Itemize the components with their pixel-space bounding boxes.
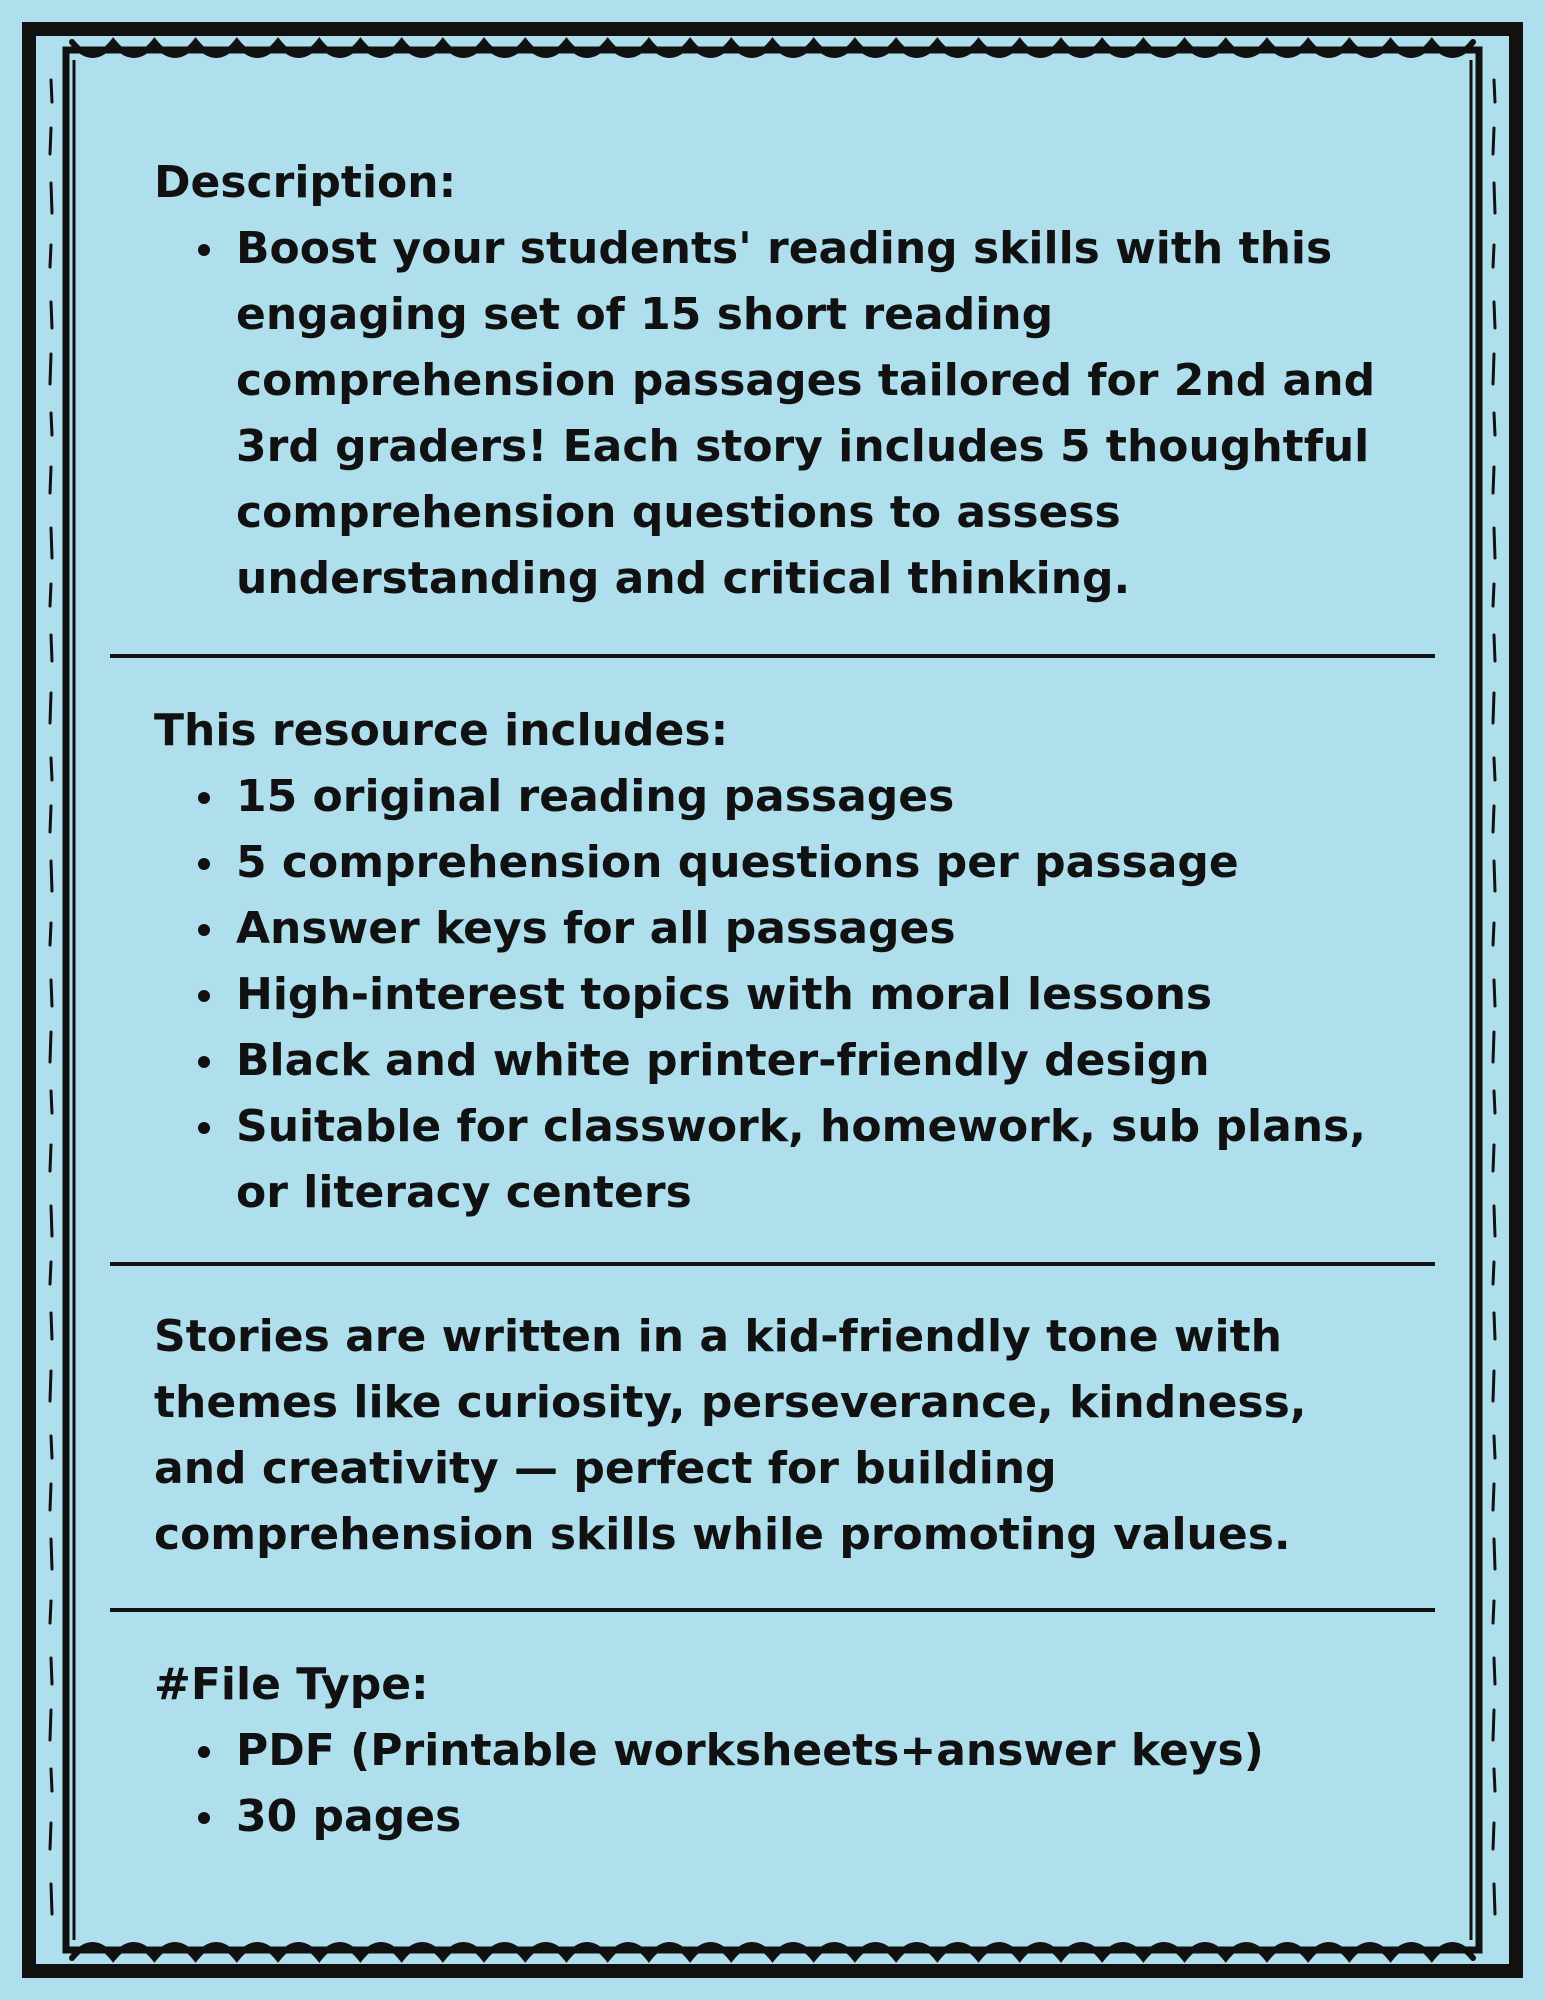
dash-strip-right <box>1493 80 1495 1914</box>
frame-dash <box>1494 861 1495 891</box>
frame-dash <box>1493 693 1494 723</box>
file-type-list <box>154 1718 1395 1850</box>
file-type-item: 30 pages <box>154 1784 1395 1850</box>
frame-dash <box>1493 1601 1494 1623</box>
description-item: Boost your students' reading skills with this engaging set of 15 short reading comprehension passages tailored for 2nd and 3rd graders! Each story includes 5 thoughtful comprehension questions to assess understanding and critical thinking. <box>154 216 1395 612</box>
frame-dash <box>50 1484 51 1510</box>
frame-dash <box>1493 923 1494 945</box>
file-type-section <box>110 1652 1435 1850</box>
frame-dash <box>1493 806 1494 832</box>
frame-dash <box>50 1145 51 1171</box>
frame-dash <box>50 1710 51 1740</box>
frame-dash <box>1493 584 1494 606</box>
frame-dash <box>1493 1710 1494 1740</box>
file-type-item: PDF (Printable worksheets+answer keys) <box>154 1718 1395 1784</box>
frame-dash <box>51 80 52 102</box>
frame-dash <box>50 354 51 384</box>
stories-paragraph: Stories are written in a kid-friendly tone with themes like curiosity, perseverance, kindness, and creativity — perfect for building comprehension skills while promoting values. <box>154 1311 1307 1560</box>
frame-dash <box>1493 245 1494 267</box>
frame-dash <box>50 128 51 154</box>
frame-dash <box>1493 467 1494 493</box>
frame-dash <box>1494 1091 1495 1113</box>
includes-heading: This resource includes: <box>154 705 729 756</box>
includes-item: Answer keys for all passages <box>154 896 1395 962</box>
includes-item: Suitable for classwork, homework, sub plans, or literacy centers <box>154 1094 1395 1226</box>
stories-section <box>110 1304 1435 1568</box>
frame-dash <box>50 584 51 606</box>
frame-dash <box>51 1769 52 1791</box>
frame-dash <box>1494 635 1495 661</box>
frame-dash <box>1493 1032 1494 1062</box>
frame-dash <box>1493 128 1494 154</box>
frame-dash <box>51 183 52 213</box>
frame-dash <box>50 1032 51 1062</box>
frame-dash <box>1494 80 1495 102</box>
dash-strip-left <box>50 80 52 1914</box>
section-divider <box>110 1262 1435 1266</box>
frame-dash <box>51 980 52 1006</box>
frame-dash <box>50 1601 51 1623</box>
frame-dash <box>51 1206 52 1236</box>
frame-dash <box>1494 528 1495 558</box>
frame-dash <box>1494 1658 1495 1684</box>
frame-dash <box>1494 1206 1495 1236</box>
frame-dash <box>51 302 52 328</box>
frame-dash <box>50 923 51 945</box>
frame-dash <box>1494 413 1495 435</box>
frame-dash <box>51 1436 52 1458</box>
frame-dash <box>50 467 51 493</box>
frame-dash <box>1494 980 1495 1006</box>
frame-dash <box>50 806 51 832</box>
section-divider <box>110 654 1435 658</box>
includes-item: 15 original reading passages <box>154 764 1395 830</box>
frame-dash <box>51 413 52 435</box>
frame-dash <box>50 1262 51 1284</box>
frame-dash <box>1494 1539 1495 1569</box>
frame-dash <box>51 1884 52 1914</box>
frame-dash <box>51 1313 52 1339</box>
frame-dash <box>1493 1145 1494 1171</box>
includes-item: 5 comprehension questions per passage <box>154 830 1395 896</box>
frame-dash <box>51 1091 52 1113</box>
file-type-heading: #File Type: <box>154 1659 429 1710</box>
frame-dash <box>51 528 52 558</box>
frame-dash <box>1493 1262 1494 1284</box>
frame-dash <box>1493 1371 1494 1401</box>
frame-dash <box>51 1658 52 1684</box>
description-section <box>110 150 1435 612</box>
includes-section <box>110 698 1435 1226</box>
description-heading: Description: <box>154 157 457 208</box>
frame-dash <box>50 1371 51 1401</box>
frame-dash <box>1494 183 1495 213</box>
frame-dash <box>1494 1313 1495 1339</box>
frame-dash <box>51 1539 52 1569</box>
frame-dash <box>1494 758 1495 780</box>
frame-dash <box>51 861 52 891</box>
frame-dash <box>50 693 51 723</box>
frame-dash <box>1494 1884 1495 1914</box>
frame-dash <box>50 245 51 267</box>
includes-item: Black and white printer-friendly design <box>154 1028 1395 1094</box>
frame-dash <box>50 1823 51 1849</box>
includes-item: High-interest topics with moral lessons <box>154 962 1395 1028</box>
includes-list <box>154 764 1395 1226</box>
frame-dash <box>1494 1436 1495 1458</box>
frame-dash <box>1493 1823 1494 1849</box>
frame-dash <box>1493 354 1494 384</box>
frame-dash <box>1494 1769 1495 1791</box>
frame-dash <box>1493 1484 1494 1510</box>
frame-dash <box>1494 302 1495 328</box>
frame-dash <box>51 758 52 780</box>
description-list <box>154 216 1395 612</box>
frame-dash <box>51 635 52 661</box>
section-divider <box>110 1608 1435 1612</box>
content-area <box>110 150 1435 1842</box>
